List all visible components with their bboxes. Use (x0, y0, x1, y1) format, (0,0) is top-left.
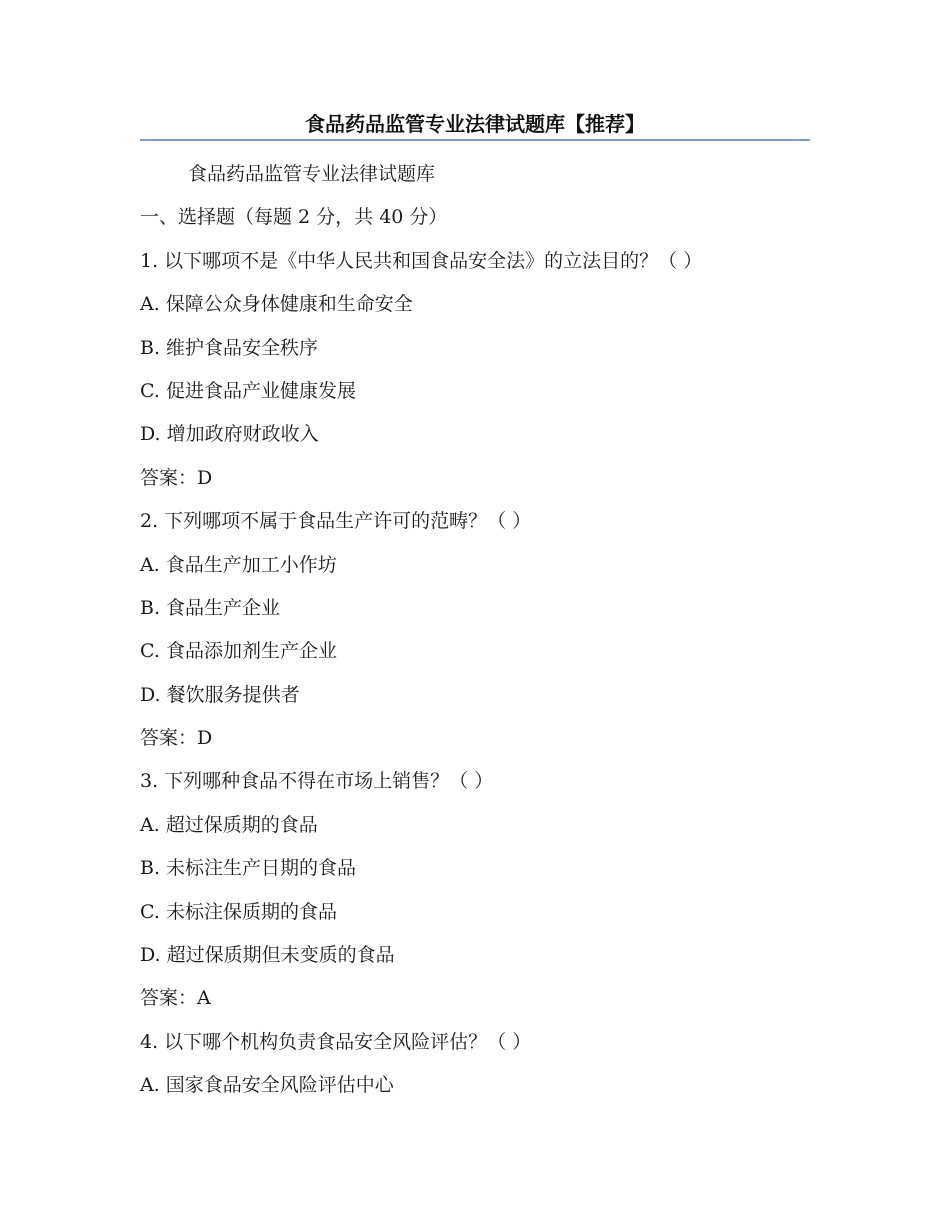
subtitle-line: 食品药品监管专业法律试题库 (188, 163, 436, 185)
document-title: 食品药品监管专业法律试题库【推荐】 (305, 112, 645, 136)
question-2-option-a: A. 食品生产加工小作坊 (140, 553, 337, 576)
title-underline (140, 139, 810, 141)
question-1: 1. 以下哪项不是《中华人民共和国食品安全法》的立法目的？（ ） (140, 249, 703, 272)
question-1-answer: 答案：D (140, 466, 213, 489)
question-1-option-d: D. 增加政府财政收入 (140, 423, 319, 446)
question-1-option-b: B. 维护食品安全秩序 (140, 336, 319, 359)
question-2-option-b: B. 食品生产企业 (140, 596, 281, 619)
question-3: 3. 下列哪种食品不得在市场上销售？（ ） (140, 770, 494, 793)
question-1-option-c: C. 促进食品产业健康发展 (140, 379, 356, 402)
question-3-option-b: B. 未标注生产日期的食品 (140, 857, 357, 880)
question-3-answer: 答案：A (140, 987, 211, 1010)
question-2-option-d: D. 餐饮服务提供者 (140, 683, 300, 706)
question-2-option-c: C. 食品添加剂生产企业 (140, 640, 337, 663)
question-4-option-a: A. 国家食品安全风险评估中心 (140, 1074, 394, 1097)
question-4: 4. 以下哪个机构负责食品安全风险评估？（ ） (140, 1030, 532, 1053)
section-heading: 一、选择题（每题 2 分，共 40 分） (140, 206, 448, 229)
question-3-option-a: A. 超过保质期的食品 (140, 813, 318, 836)
question-2: 2. 下列哪项不属于食品生产许可的范畴？（ ） (140, 510, 532, 533)
question-3-option-c: C. 未标注保质期的食品 (140, 900, 337, 923)
document-body (140, 159, 810, 1114)
question-1-option-a: A. 保障公众身体健康和生命安全 (140, 293, 413, 316)
question-2-answer: 答案：D (140, 727, 213, 750)
question-3-option-d: D. 超过保质期但未变质的食品 (140, 944, 395, 967)
